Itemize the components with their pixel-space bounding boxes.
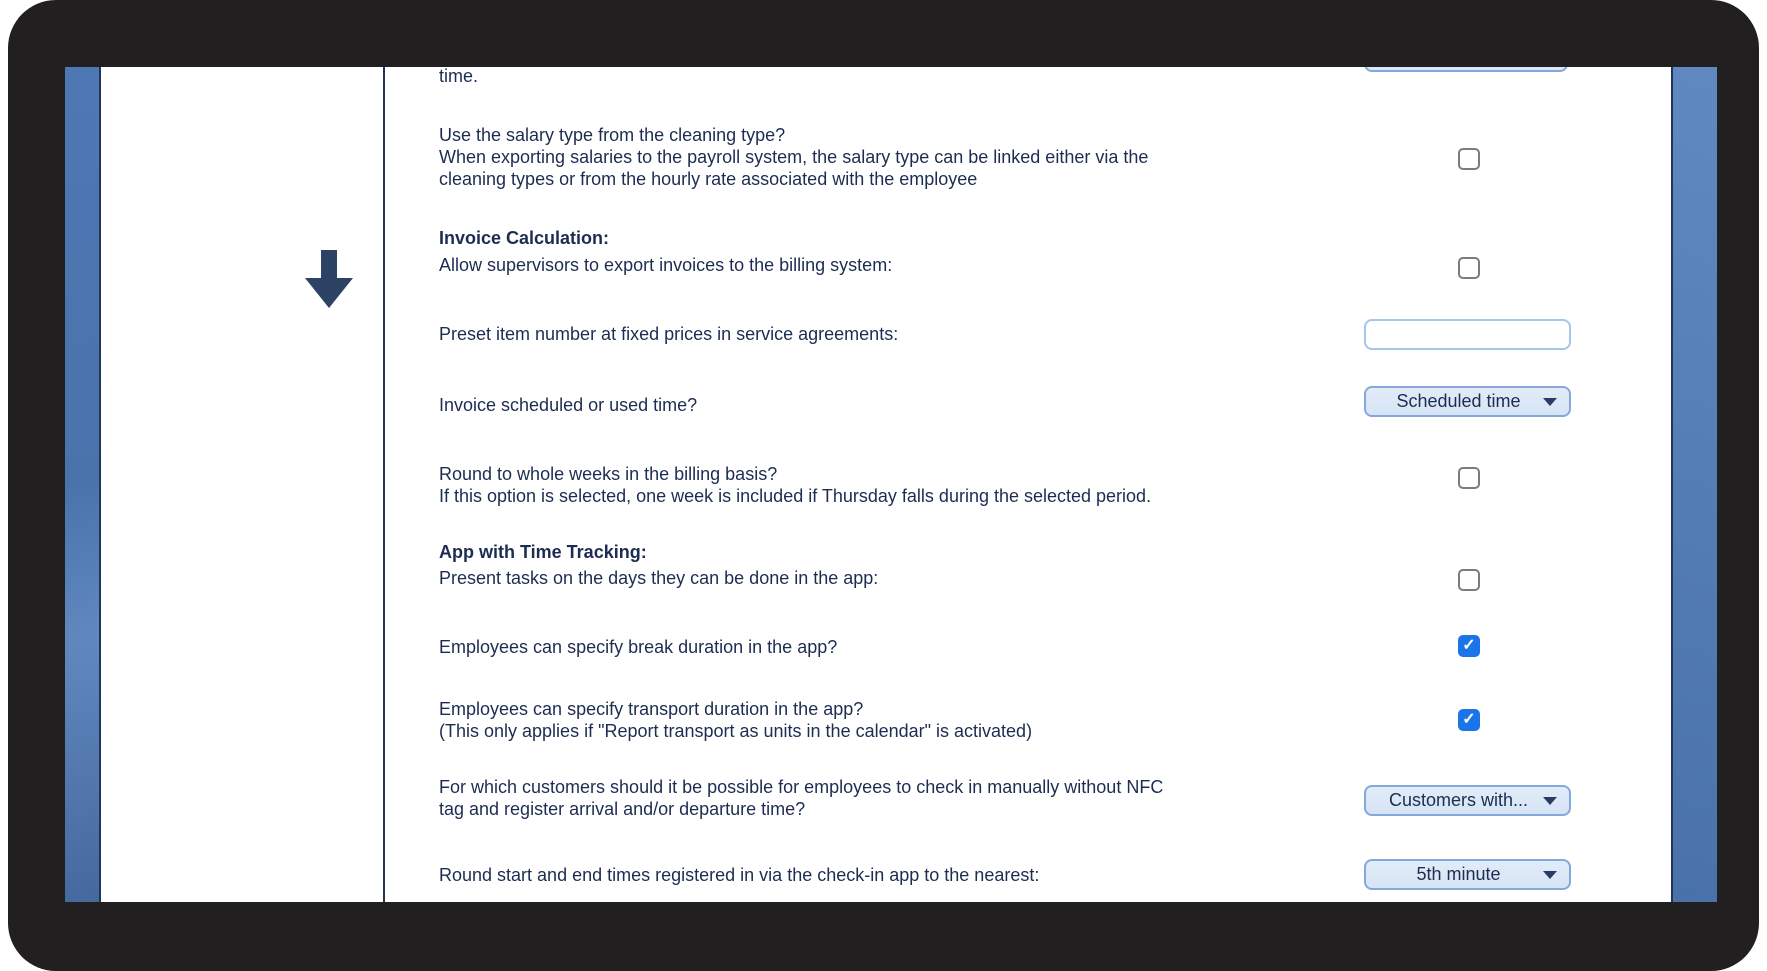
checkbox-present-tasks[interactable] (1458, 569, 1480, 591)
label-transport-duration: Employees can specify transport duration in the app? (This only applies if "Report transport as units in the calendar" is activated) (439, 699, 1033, 741)
label-allow-supervisors: Allow supervisors to export invoices to the billing system: (439, 255, 893, 275)
chevron-down-icon (1543, 871, 1557, 879)
checkbox-round-weeks[interactable] (1458, 467, 1480, 489)
preset-item-number-input[interactable] (1364, 319, 1571, 350)
wallpaper-strip-right (1673, 67, 1717, 902)
dropdown-manual-checkin[interactable] (1364, 785, 1571, 816)
checkbox-allow-supervisors[interactable] (1458, 257, 1480, 279)
cutoff-dropdown[interactable] (1364, 67, 1568, 72)
chevron-down-icon (1543, 398, 1557, 406)
heading-invoice-calculation: Invoice Calculation: (439, 228, 610, 248)
dropdown-manual-checkin-value: Customers with... (1388, 790, 1529, 810)
settings-form (385, 67, 1673, 902)
label-round-weeks: Round to whole weeks in the billing basis? If this option is selected, one week is included if Thursday falls during the selected period. (439, 464, 1152, 506)
dropdown-round-checkin[interactable] (1364, 859, 1571, 890)
device-frame (8, 0, 1759, 971)
left-panel (99, 67, 385, 902)
label-invoice-time: Invoice scheduled or used time? (439, 395, 698, 415)
chevron-down-icon (1543, 797, 1557, 805)
label-round-checkin: Round start and end times registered in via the check-in app to the nearest: (439, 865, 1040, 885)
label-present-tasks: Present tasks on the days they can be done in the app: (439, 568, 879, 588)
dropdown-invoice-time-value: Scheduled time (1396, 391, 1521, 411)
label-break-duration: Employees can specify break duration in the app? (439, 637, 838, 657)
checkmark-icon: ✓ (1462, 637, 1476, 654)
checkbox-transport-duration[interactable] (1458, 709, 1480, 731)
down-arrow-icon (305, 250, 353, 308)
partial-text-line: time. (439, 67, 479, 86)
label-preset-item: Preset item number at fixed prices in service agreements: (439, 324, 899, 344)
label-manual-checkin: For which customers should it be possible for employees to check in manually without NFC tag and register arrival and/or departure time? (439, 777, 1164, 819)
dropdown-invoice-time[interactable] (1364, 386, 1571, 417)
checkbox-break-duration[interactable] (1458, 635, 1480, 657)
label-salary-type: Use the salary type from the cleaning type? When exporting salaries to the payroll system, the salary type can be linked either via the cleaning types or from the hourly rate associated with the employee (439, 125, 1149, 189)
dropdown-round-checkin-value: 5th minute (1416, 864, 1501, 884)
app-screen (65, 67, 1717, 902)
heading-app-time-tracking: App with Time Tracking: (439, 542, 647, 562)
checkmark-icon: ✓ (1462, 711, 1476, 728)
wallpaper-strip-left (65, 67, 99, 902)
checkbox-salary-type[interactable] (1458, 148, 1480, 170)
